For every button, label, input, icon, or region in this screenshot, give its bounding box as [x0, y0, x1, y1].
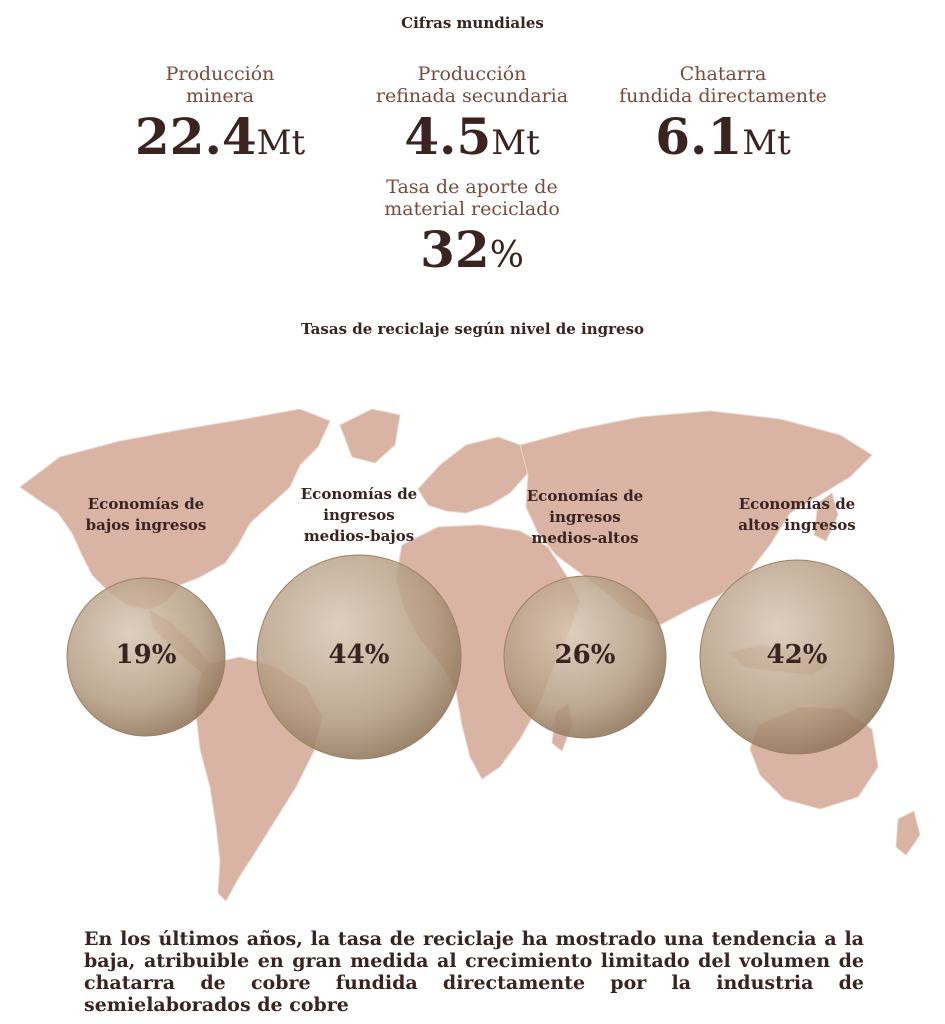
- group-label-upper-middle-income: [490, 486, 680, 549]
- rate-upper-middle-income: 26%: [554, 640, 616, 670]
- group-label-low-income: [51, 494, 241, 536]
- map-section-title: Tasas de reciclaje según nivel de ingreso: [300, 320, 645, 338]
- footer-note: En los últimos años, la tasa de reciclaje ha mostrado una tendencia a la baja, atribuible en gran medida al crecimiento limitado del volumen de chatarra de cobre fundida directamente por la industria de semielaborados de cobre: [84, 928, 864, 1016]
- group-label-line2: ingresos: [323, 506, 395, 524]
- stat-value: [573, 109, 873, 171]
- stat-label-line2: refinada secundaria: [375, 85, 569, 107]
- stat-recycled-input-rate: [322, 176, 622, 284]
- group-label-lower-middle-income: [264, 484, 454, 547]
- rate-lower-middle-income: 44%: [328, 640, 390, 670]
- rate-low-income: 19%: [115, 640, 177, 670]
- stat-unit: Mt: [256, 123, 306, 163]
- stat-label-line2: material reciclado: [384, 198, 560, 220]
- group-label-line1: Economías de: [526, 487, 644, 505]
- group-label-line3: medios-bajos: [303, 527, 415, 545]
- stat-label-line1: Chatarra: [679, 63, 767, 85]
- stat-number: 6.1: [655, 107, 743, 166]
- stat-direct-scrap: [573, 63, 873, 171]
- rate-high-income: 42%: [766, 640, 828, 670]
- stat-unit: Mt: [491, 123, 540, 163]
- stat-label-line1: Tasa de aporte de: [386, 176, 558, 198]
- stat-number: 22.4: [134, 107, 257, 166]
- stat-label-line1: Producción: [165, 63, 275, 85]
- group-label-line2: bajos ingresos: [85, 516, 207, 534]
- group-label-line1: Economías de: [300, 485, 418, 503]
- group-label-line1: Economías de: [87, 495, 205, 513]
- stat-value: [322, 222, 622, 284]
- group-label-line1: Economías de: [738, 495, 856, 513]
- stat-number: 32: [420, 220, 490, 279]
- stat-label: [573, 63, 873, 107]
- stat-label: [322, 176, 622, 220]
- stat-label-line1: Producción: [417, 63, 527, 85]
- stat-label-line2: minera: [186, 85, 254, 107]
- greenland-landmass: [340, 409, 400, 463]
- stat-unit: %: [489, 235, 524, 276]
- stat-unit: Mt: [742, 123, 791, 163]
- stat-number: 4.5: [404, 107, 492, 166]
- group-label-line2: ingresos: [549, 508, 621, 526]
- group-label-line2: altos ingresos: [738, 516, 856, 534]
- new-zealand-landmass: [896, 811, 920, 855]
- group-label-high-income: [702, 494, 892, 536]
- group-label-line3: medios-altos: [531, 529, 639, 547]
- page-title: Cifras mundiales: [401, 14, 544, 32]
- stat-label-line2: fundida directamente: [619, 85, 827, 107]
